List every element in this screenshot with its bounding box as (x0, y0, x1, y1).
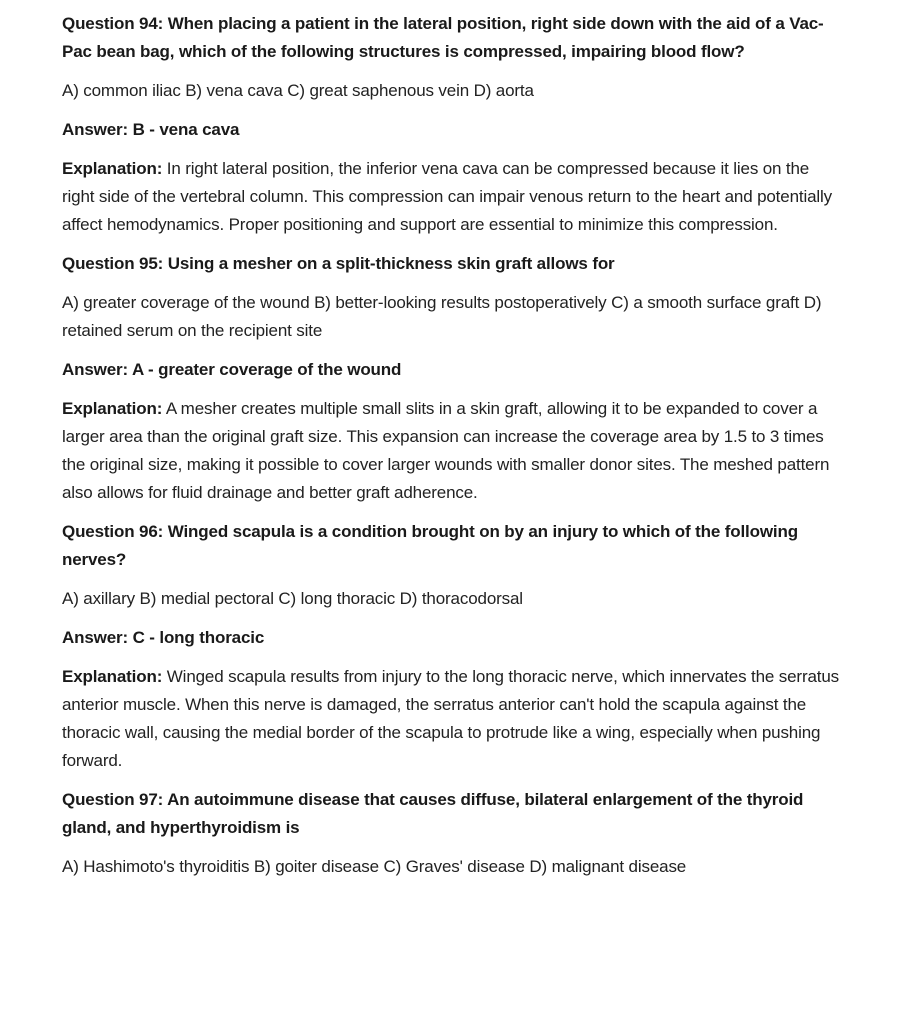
answer-text: Answer: C - long thoracic (62, 628, 265, 647)
document-body (62, 10, 842, 892)
question-text: Question 97: An autoimmune disease that causes diffuse, bilateral enlargement of the thyroid gland, and hyperthyroidism is (62, 790, 804, 837)
explanation-text: Winged scapula results from injury to the long thoracic nerve, which innervates the serratus anterior muscle. When this nerve is damaged, the serratus anterior can't hold the scapula against the thoracic wall, causing the medial border of the scapula to protrude like a wing, especially when pushing forward. (62, 667, 839, 770)
question-text: Question 96: Winged scapula is a condition brought on by an injury to which of the following nerves? (62, 522, 798, 569)
explanation-label: Explanation: (62, 159, 163, 178)
question-block-95 (62, 250, 842, 507)
question-text: Question 95: Using a mesher on a split-thickness skin graft allows for (62, 254, 615, 273)
answer-options: A) axillary B) medial pectoral C) long thoracic D) thoracodorsal (62, 589, 523, 608)
explanation-paragraph (62, 155, 842, 239)
explanation-text: In right lateral position, the inferior vena cava can be compressed because it lies on the right side of the vertebral column. This compression can impair venous return to the heart and potentially affect hemodynamics. Proper positioning and support are essential to minimize this compression. (62, 159, 832, 234)
question-block-97 (62, 786, 842, 881)
answer-options: A) Hashimoto's thyroiditis B) goiter disease C) Graves' disease D) malignant disease (62, 857, 687, 876)
question-block-94 (62, 10, 842, 239)
explanation-label: Explanation: (62, 399, 163, 418)
explanation-label: Explanation: (62, 667, 163, 686)
explanation-paragraph (62, 395, 842, 507)
answer-text: Answer: B - vena cava (62, 120, 240, 139)
explanation-paragraph (62, 663, 842, 775)
question-text: Question 94: When placing a patient in the lateral position, right side down with the aid of a Vac-Pac bean bag, which of the following structures is compressed, impairing blood flow? (62, 14, 824, 61)
question-block-96 (62, 518, 842, 775)
answer-options: A) greater coverage of the wound B) better-looking results postoperatively C) a smooth surface graft D) retained serum on the recipient site (62, 293, 822, 340)
explanation-text: A mesher creates multiple small slits in a skin graft, allowing it to be expanded to cover a larger area than the original graft size. This expansion can increase the coverage area by 1.5 to 3 times the original size, making it possible to cover larger wounds with smaller donor sites. The meshed pattern also allows for fluid drainage and better graft adherence. (62, 399, 830, 502)
answer-text: Answer: A - greater coverage of the wound (62, 360, 402, 379)
answer-options: A) common iliac B) vena cava C) great saphenous vein D) aorta (62, 81, 534, 100)
